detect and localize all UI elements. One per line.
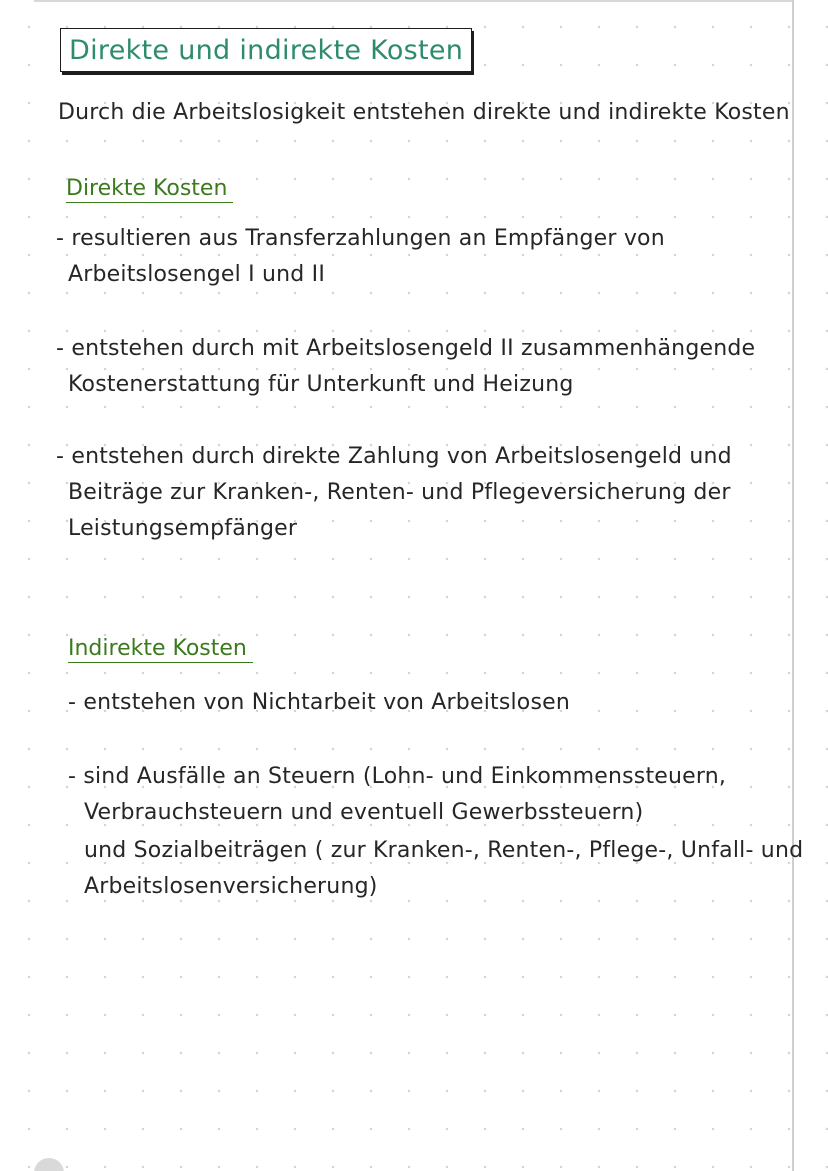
indirect-bullet-2-line-2: Verbrauchsteuern und eventuell Gewerbssteuern) — [84, 800, 644, 825]
direct-bullet-1-line-1: - resultieren aus Transferzahlungen an Empfänger von — [56, 226, 665, 251]
page-top-edge — [34, 0, 794, 2]
direct-bullet-1-line-2: Arbeitslosengel I und II — [68, 262, 326, 287]
indirect-bullet-1-line-1: - entstehen von Nichtarbeit von Arbeitslosen — [68, 690, 571, 715]
direct-bullet-3-line-3: Leistungsempfänger — [68, 516, 298, 541]
indirect-bullet-2-line-1: - sind Ausfälle an Steuern (Lohn- und Einkommenssteuern, — [68, 764, 727, 789]
direct-bullet-2-line-1: - entstehen durch mit Arbeitslosengeld II zusammenhängende — [56, 336, 756, 361]
page-curl-icon — [34, 1158, 64, 1171]
indirect-bullet-2-line-3: und Sozialbeiträgen ( zur Kranken-, Renten-, Pflege-, Unfall- und — [84, 838, 804, 863]
direct-bullet-2-line-2: Kostenerstattung für Unterkunft und Heizung — [68, 372, 574, 397]
direct-bullet-3-line-1: - entstehen durch direkte Zahlung von Arbeitslosengeld und — [56, 444, 732, 469]
intro-text: Durch die Arbeitslosigkeit entstehen direkte und indirekte Kosten — [58, 100, 790, 125]
heading-indirect-costs: Indirekte Kosten — [68, 636, 253, 663]
title-box — [60, 28, 472, 72]
direct-bullet-3-line-2: Beiträge zur Kranken-, Renten- und Pflegeversicherung der — [68, 480, 731, 505]
page-title: Direkte und indirekte Kosten — [69, 34, 464, 66]
page-right-edge — [792, 0, 794, 1171]
heading-direct-costs: Direkte Kosten — [66, 176, 233, 203]
indirect-bullet-2-line-4: Arbeitslosenversicherung) — [84, 874, 378, 899]
